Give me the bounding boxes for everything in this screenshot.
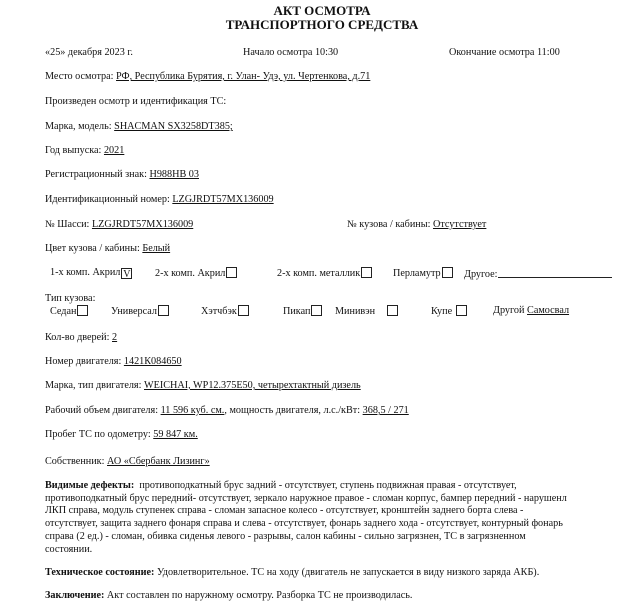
body-no-row <box>347 219 486 230</box>
engine-type-row <box>45 380 361 391</box>
conclusion-value: Акт составлен по наружному осмотру. Разборка ТС не производилась. <box>106 590 413 601</box>
body-pickup-label: Пикап <box>283 306 311 317</box>
place-label: Место осмотра: <box>45 71 114 82</box>
color-value: Белый <box>142 243 171 254</box>
body-hatchback-label: Хэтчбэк <box>201 306 237 317</box>
body-sedan-label: Седан <box>50 306 77 317</box>
defects-line-4: отсутствует, защита заднего фонаря справа и слева - отсутствует, фонарь заднего хода - отсутствует, контурный фонарь <box>45 518 563 530</box>
tech-state-row <box>45 567 539 578</box>
body-sedan <box>50 305 88 317</box>
defects-line-6: состоянии. <box>45 543 93 555</box>
mileage-row <box>45 429 198 440</box>
reg-sign-value: Н988НВ 03 <box>149 169 199 180</box>
vin-value: LZGJRDT57MX136009 <box>172 194 274 205</box>
paint-option-other <box>464 267 612 280</box>
body-universal-label: Универсал <box>111 306 157 317</box>
year-label: Год выпуска: <box>45 145 102 156</box>
body-no-label: № кузова / кабины: <box>347 219 431 230</box>
engine-power-value: 368,5 / 271 <box>362 405 409 416</box>
owner-label: Собственник: <box>45 456 105 467</box>
mileage-label: Пробег ТС по одометру: <box>45 429 151 440</box>
identification-line: Произведен осмотр и идентификация ТС: <box>45 96 227 107</box>
doors-label: Кол-во дверей: <box>45 332 110 343</box>
color-row <box>45 243 170 254</box>
vin-row <box>45 194 274 205</box>
start-time: Начало осмотра 10:30 <box>243 47 339 58</box>
paint-option-4-label: Перламутр <box>393 268 441 279</box>
paint-option-1 <box>50 267 132 279</box>
engine-type-value: WEICHAI, WP12.375E50, четырехтактный дизель <box>144 380 361 391</box>
paint-other-line[interactable] <box>498 267 612 278</box>
paint-option-3-label: 2-х комп. металлик <box>277 268 361 279</box>
defects-line-3: ЛКП справа, модуль ступенек справа - сломан запасное колесо - отсутствует, кронштейн заднего борта слева - <box>45 505 524 517</box>
chassis-value: LZGJRDT57MX136009 <box>91 219 194 230</box>
chassis-row <box>45 219 193 230</box>
chassis-label: № Шасси: <box>45 219 90 230</box>
engine-volume-row <box>45 405 409 416</box>
brand-row <box>45 121 233 132</box>
body-pickup <box>283 305 322 317</box>
engine-volume-label: Рабочий объем двигателя: <box>45 405 159 416</box>
paint-option-other-label: Другое: <box>464 269 498 280</box>
defects-line-2: противоподкатный брус передний- отсутствует, зеркало наружное правое - сломан корпус, бампер передний - нарушенл <box>45 492 567 504</box>
paint-option-1-checkbox[interactable]: V <box>123 269 131 280</box>
tech-state-label: Техническое состояние: <box>45 567 155 578</box>
paint-option-4 <box>393 267 453 279</box>
defects-block <box>45 480 567 556</box>
title-line2: ТРАНСПОРТНОГО СРЕДСТВА <box>225 17 419 32</box>
color-label: Цвет кузова / кабины: <box>45 243 140 254</box>
defects-label: Видимые дефекты: <box>45 480 135 491</box>
body-coupe <box>431 305 467 317</box>
engine-type-label: Марка, тип двигателя: <box>45 380 142 391</box>
engine-no-value: 1421К084650 <box>123 356 182 367</box>
engine-volume-value: 11 596 куб. см. <box>160 405 225 416</box>
engine-no-label: Номер двигателя: <box>45 356 122 367</box>
body-pickup-checkbox[interactable] <box>311 305 322 316</box>
body-minivan-checkbox[interactable] <box>387 305 398 316</box>
mileage-value: 59 847 км. <box>153 429 198 440</box>
body-minivan-label: Минивэн <box>335 306 376 317</box>
place-value: РФ, Республика Бурятия, г. Улан- Удэ, ул. Чертенкова, д.71 <box>116 71 371 82</box>
paint-option-2 <box>155 267 237 279</box>
paint-option-1-label: 1-х комп. Акрил <box>50 267 121 278</box>
title-line1: АКТ ОСМОТРА <box>273 3 371 18</box>
year-value: 2021 <box>103 145 125 156</box>
year-row <box>45 145 124 156</box>
body-hatchback-checkbox[interactable] <box>238 305 249 316</box>
body-no-value: Отсутствует <box>432 219 487 230</box>
brand-label: Марка, модель: <box>45 121 112 132</box>
owner-row <box>45 456 210 467</box>
body-sedan-checkbox[interactable] <box>77 305 88 316</box>
engine-power-label: , мощность двигателя, л.с./кВт: <box>224 405 361 416</box>
body-minivan <box>335 305 398 317</box>
body-universal <box>111 305 169 317</box>
vin-label: Идентификационный номер: <box>45 194 170 205</box>
place-row <box>45 71 370 82</box>
paint-option-2-label: 2-х комп. Акрил <box>155 268 226 279</box>
body-coupe-label: Купе <box>431 306 453 317</box>
act-date: «25» декабря 2023 г. <box>45 47 133 58</box>
body-universal-checkbox[interactable] <box>158 305 169 316</box>
body-other-value[interactable]: Самосвал <box>527 305 570 316</box>
conclusion-row <box>45 590 412 601</box>
conclusion-label: Заключение: <box>45 590 105 601</box>
doors-row <box>45 332 117 343</box>
reg-sign-row <box>45 169 199 180</box>
engine-no-row <box>45 356 182 367</box>
paint-option-4-checkbox[interactable] <box>442 267 453 278</box>
paint-option-3 <box>277 267 372 279</box>
reg-sign-label: Регистрационный знак: <box>45 169 147 180</box>
defects-line-5: справа (2 ед.) - сломан, обивка сиденья левого - разрывы, салон кабины - сильно загрязнен, ТС в загрязненном <box>45 530 526 542</box>
body-hatchback <box>201 305 249 317</box>
brand-value: SHACMAN SX3258DT385; <box>114 121 233 132</box>
owner-value: АО «Сбербанк Лизинг» <box>107 456 210 467</box>
paint-option-3-checkbox[interactable] <box>361 267 372 278</box>
defects-line-1: противоподкатный брус задний - отсутствует, ступень подвижная правая - отсутствует, <box>139 480 517 491</box>
paint-option-2-checkbox[interactable] <box>226 267 237 278</box>
body-other-label: Другой <box>493 305 525 316</box>
body-type-label: Тип кузова: <box>45 293 96 304</box>
body-other <box>493 305 587 316</box>
end-time: Окончание осмотра 11:00 <box>449 47 560 58</box>
tech-state-value: Удовлетворительное. ТС на ходу (двигатель не запускается в виду низкого заряда АКБ). <box>157 567 540 578</box>
doors-value: 2 <box>112 332 118 343</box>
body-coupe-checkbox[interactable] <box>456 305 467 316</box>
